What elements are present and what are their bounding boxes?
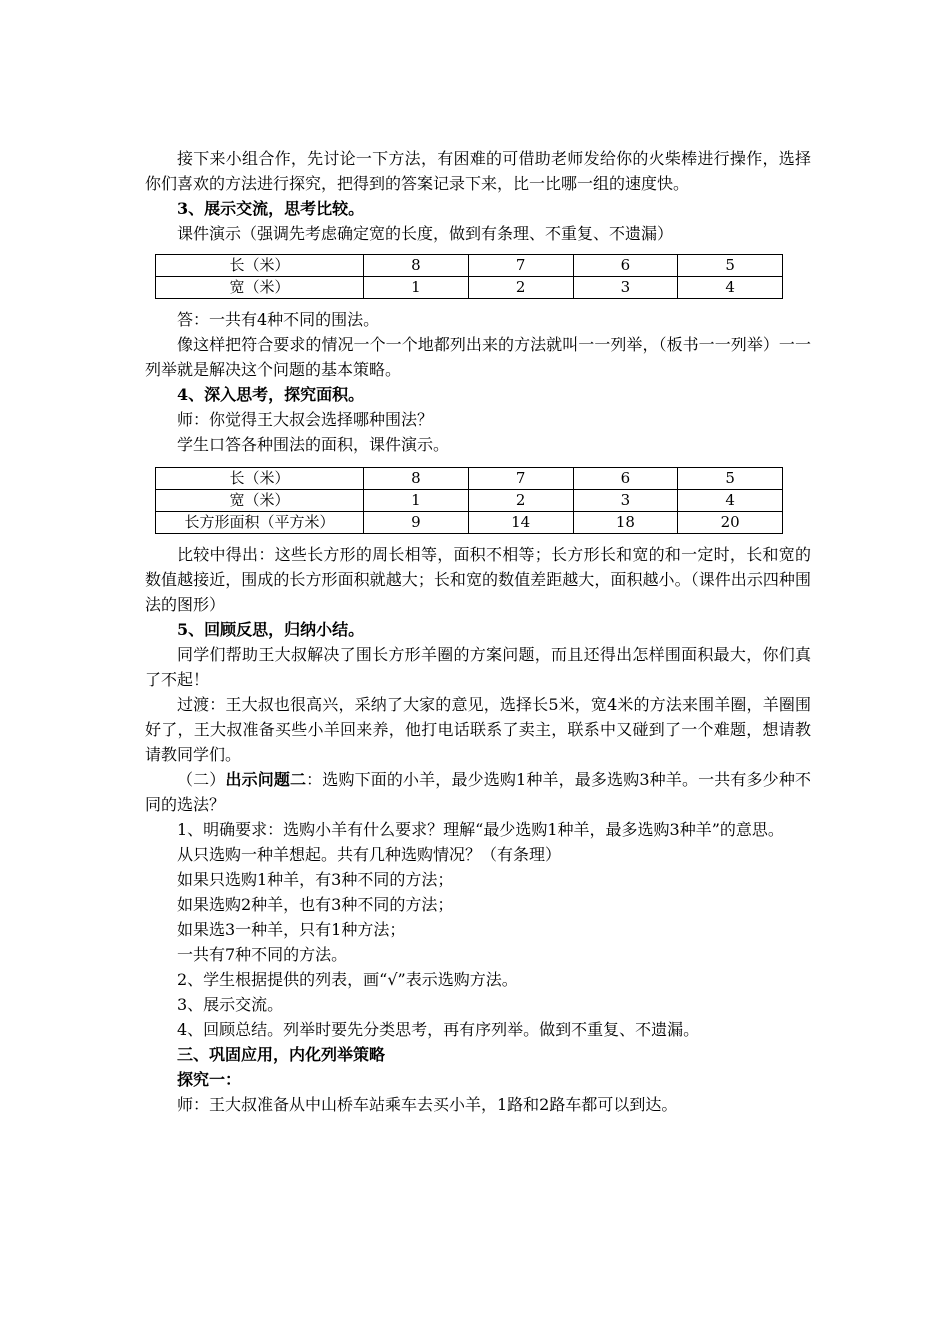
paragraph-problem-two	[145, 767, 811, 817]
table-cell: 8	[364, 255, 469, 277]
table-cell: 4	[678, 277, 783, 299]
paragraph-step-two: 2、学生根据提供的列表，画“√”表示选购方法。	[177, 970, 518, 989]
table-cell: 5	[678, 468, 783, 490]
problem-two-prefix: （二）	[177, 770, 226, 789]
paragraph-review: 同学们帮助王大叔解决了围长方形羊圈的方案问题，而且还得出怎样围面积最大，你们真了不起！	[145, 645, 811, 689]
table-cell: 3	[573, 490, 678, 512]
table-cell: 18	[573, 512, 678, 534]
table-cell: 宽（米）	[156, 490, 364, 512]
table-length-width	[155, 254, 783, 299]
paragraph-transition: 过渡：王大叔也很高兴，采纳了大家的意见，选择长5米，宽4米的方法来围羊圈，羊圈围好了，王大叔准备买些小羊回来养，他打电话联系了卖主，联系中又碰到了一个难题，想请教请教同学们。	[145, 695, 811, 764]
paragraph-comparison: 比较中得出：这些长方形的周长相等，面积不相等；长方形长和宽的和一定时，长和宽的数值越接近，围成的长方形面积就越大；长和宽的数值差距越大，面积越小。（课件出示四种围法的图形）	[145, 545, 811, 614]
paragraph-courseware-demo: 课件演示（强调先考虑确定宽的长度，做到有条理、不重复、不遗漏）	[177, 224, 674, 243]
table-cell: 5	[678, 255, 783, 277]
paragraph-start: 从只选购一种羊想起。共有几种选购情况？（有条理）	[177, 845, 562, 864]
table-row	[156, 277, 783, 299]
table-cell: 7	[468, 468, 573, 490]
paragraph-last: 师：王大叔准备从中山桥车站乘车去买小羊，1路和2路车都可以到达。	[177, 1095, 678, 1114]
paragraph-case-two: 如果选购2种羊，也有3种不同的方法；	[177, 895, 454, 914]
table-row	[156, 490, 783, 512]
heading-consolidate: 三、巩固应用，内化列举策略	[177, 1045, 386, 1064]
table-cell: 长方形面积（平方米）	[156, 512, 364, 534]
table-cell: 20	[678, 512, 783, 534]
table-cell: 长（米）	[156, 255, 364, 277]
heading-review: 5、回顾反思，归纳小结。	[177, 620, 365, 639]
table-cell: 2	[468, 490, 573, 512]
table-cell: 9	[364, 512, 469, 534]
table-cell: 4	[678, 490, 783, 512]
table-cell: 长（米）	[156, 468, 364, 490]
problem-two-title: 出示问题二	[225, 770, 307, 789]
table-cell: 1	[364, 490, 469, 512]
paragraph-teacher-question: 师：你觉得王大叔会选择哪种围法？	[177, 410, 434, 429]
table-cell: 14	[468, 512, 573, 534]
table-cell: 宽（米）	[156, 277, 364, 299]
table-cell: 2	[468, 277, 573, 299]
paragraph-enumeration: 像这样把符合要求的情况一个一个地都列出来的方法就叫一一列举，（板书一一列举）一一列举就是解决这个问题的基本策略。	[145, 335, 811, 379]
paragraph-clarify: 1、明确要求：选购小羊有什么要求？理解“最少选购1种羊，最多选购3种羊”的意思。	[177, 820, 784, 839]
heading-deep-thinking: 4、深入思考，探究面积。	[177, 385, 365, 404]
paragraph-step-four: 4、回顾总结。列举时要先分类思考，再有序列举。做到不重复、不遗漏。	[177, 1020, 700, 1039]
document-page	[145, 146, 811, 1117]
table-cell: 8	[364, 468, 469, 490]
paragraph-case-three: 如果选3一种羊，只有1种方法；	[177, 920, 406, 939]
paragraph-students-answer: 学生口答各种围法的面积，课件演示。	[177, 435, 450, 454]
heading-explore-one: 探究一：	[177, 1070, 242, 1089]
paragraph-answer: 答：一共有4种不同的围法。	[177, 310, 380, 329]
table-cell: 6	[573, 255, 678, 277]
table-row	[156, 255, 783, 277]
table-cell: 7	[468, 255, 573, 277]
problem-two-text: ：选购下面的小羊，最少选购1种羊，最多选购3种羊。一共有多少种不同的选法？	[145, 770, 811, 814]
heading-display-exchange: 3、展示交流，思考比较。	[177, 199, 365, 218]
table-row	[156, 512, 783, 534]
table-area	[155, 467, 783, 534]
table-cell: 3	[573, 277, 678, 299]
paragraph-group-work: 接下来小组合作，先讨论一下方法，有困难的可借助老师发给你的火柴棒进行操作，选择你们喜欢的方法进行探究，把得到的答案记录下来，比一比哪一组的速度快。	[145, 149, 811, 193]
table-cell: 6	[573, 468, 678, 490]
paragraph-step-three: 3、展示交流。	[177, 995, 284, 1014]
paragraph-total: 一共有7种不同的方法。	[177, 945, 348, 964]
paragraph-case-one: 如果只选购1种羊，有3种不同的方法；	[177, 870, 454, 889]
table-row	[156, 468, 783, 490]
table-cell: 1	[364, 277, 469, 299]
